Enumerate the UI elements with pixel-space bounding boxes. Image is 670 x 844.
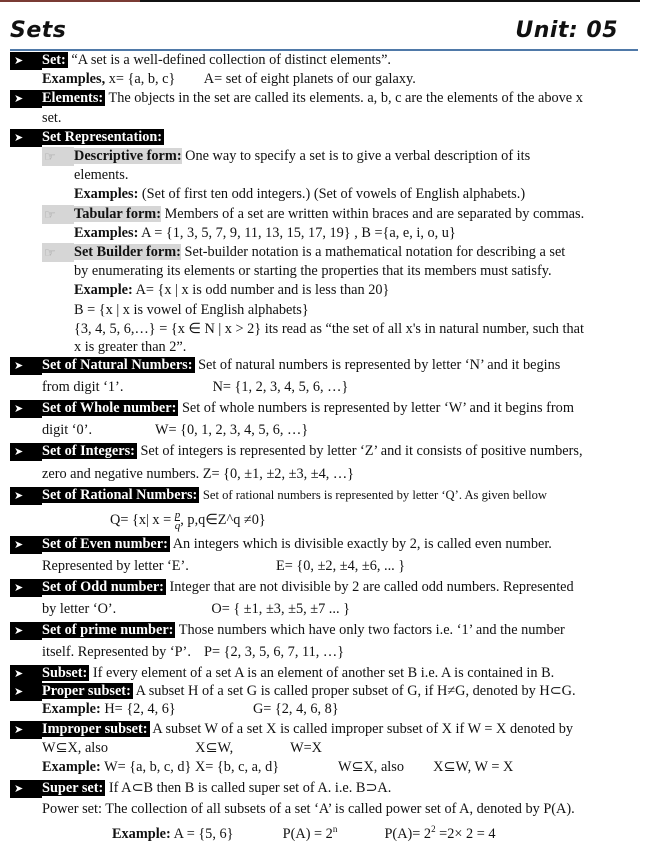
even-line2 (0, 554, 640, 578)
power-ex1: A = {5, 6} (173, 826, 234, 843)
improper-l2a: W⊆X, also (42, 739, 108, 756)
prime-line2 (0, 640, 640, 664)
fraction-denominator: q (174, 520, 181, 533)
arrow-bullet-icon: ➤ (10, 400, 42, 418)
proper-subset-text: A subset H of a set G is called proper subset of G, if H≠G, denoted by H⊂G. (135, 683, 576, 700)
builder-ex-label: Example: (74, 282, 133, 299)
prime-text-cont: itself. Represented by ‘P’. (42, 644, 191, 661)
even-label: Set of Even number: (42, 535, 168, 552)
representation-label: Set Representation: (42, 128, 163, 145)
item-odd (0, 578, 640, 597)
improper-ex-label: Example: (42, 759, 101, 776)
arrow-bullet-icon: ➤ (10, 443, 42, 461)
power-ex3-exp: 2 (431, 824, 436, 835)
item-natural (0, 356, 640, 375)
page-title: Sets (10, 18, 67, 43)
superset-text: If A⊂B then B is called super set of A. i.e. B⊃A. (108, 780, 392, 797)
prime-text: Those numbers which have only two factors i.e. ‘1’ and the number (178, 622, 565, 639)
elements-text: The objects in the set are called its elements. a, b, c are the elements of the above x (108, 90, 583, 107)
improper-ex3: X⊆W, W = X (433, 759, 514, 776)
natural-line2 (0, 375, 640, 399)
rational-label: Set of Rational Numbers: (42, 486, 198, 503)
set-label: Set: (42, 52, 66, 68)
power-ex2 (283, 826, 338, 842)
whole-label: Set of Whole number: (42, 400, 177, 417)
tabular-form (0, 205, 640, 224)
power-ex3 (384, 826, 495, 842)
power-ex-label: Example: (112, 826, 171, 843)
builder-label: Set Builder form: (74, 244, 181, 261)
proper-ex2: G= {2, 4, 6, 8} (252, 701, 339, 718)
top-border-accent (0, 0, 140, 2)
improper-ex2: W⊆X, also (338, 759, 404, 776)
builder-example-4: x is greater than 2”. (74, 339, 187, 356)
builder-text: Set-builder notation is a mathematical notation for describing a set (184, 244, 566, 261)
even-text-cont: Represented by letter ‘E’. (42, 558, 189, 575)
item-prime (0, 621, 640, 640)
arrow-bullet-icon: ➤ (10, 683, 42, 701)
rational-set-pre: Q= {x| x = (110, 511, 172, 528)
power-ex3-base: P(A)= 2 (384, 826, 432, 843)
improper-subset-text: A subset W of a set X is called improper subset of X if W = X denoted by (152, 720, 574, 737)
natural-text: Set of natural numbers is represented by letter ‘N’ and it begins (198, 357, 561, 374)
tabular-ex: A = {1, 3, 5, 7, 9, 11, 13, 15, 17, 19} , B ={a, e, i, o, u} (141, 224, 456, 241)
unit-label: Unit: 05 (515, 18, 618, 43)
proper-subset-label: Proper subset: (42, 683, 131, 700)
arrow-bullet-icon: ➤ (10, 780, 42, 798)
item-set (0, 51, 640, 70)
proper-subset-example (0, 700, 640, 719)
item-superset (0, 779, 640, 798)
improper-l2c: W=X (290, 739, 322, 756)
set-ex1: x= {a, b, c} (108, 71, 176, 88)
descriptive-text-cont: elements. (74, 167, 129, 184)
whole-set: W= {0, 1, 2, 3, 4, 5, 6, …} (154, 422, 309, 439)
natural-text-cont: from digit ‘1’. (42, 379, 124, 396)
odd-text-cont: by letter ‘O’. (42, 601, 117, 618)
tabular-examples (0, 224, 640, 243)
subset-text: If every element of a set A is an element of another set B i.e. A is contained in B. (92, 665, 555, 682)
odd-line2 (0, 597, 640, 621)
odd-set: O= { ±1, ±3, ±5, ±7 ... } (211, 601, 350, 618)
arrow-bullet-icon: ➤ (10, 721, 42, 739)
arrow-bullet-icon: ➤ (10, 487, 42, 505)
arrow-bullet-icon: ➤ (10, 622, 42, 640)
arrow-bullet-icon: ➤ (10, 90, 42, 108)
item-even (0, 535, 640, 554)
power-set: Power set: The collection of all subsets of a set ‘A’ is called power set of A, denoted by P(A). (42, 801, 575, 818)
prime-set: P= {2, 3, 5, 6, 7, 11, …} (204, 644, 345, 661)
item-subset (0, 664, 640, 682)
set-ex2: A= set of eight planets of our galaxy. (203, 71, 416, 88)
tabular-label: Tabular form: (74, 205, 161, 222)
item-elements (0, 89, 640, 108)
improper-ex1: W= {a, b, c, d} X= {b, c, a, d} (104, 759, 280, 776)
builder-text-cont: by enumerating its elements or starting the properties that its members must satisfy. (74, 263, 552, 280)
fraction-numerator: p (174, 509, 181, 522)
improper-subset-label: Improper subset: (42, 720, 148, 737)
builder-example-2: B = {x | x is vowel of English alphabets} (74, 301, 309, 318)
rational-set-post: , p,q∈Z^q ≠0} (180, 511, 266, 528)
pointing-hand-icon: ☞ (44, 245, 56, 261)
pointing-hand-icon: ☞ (44, 149, 56, 165)
power-set-example (0, 820, 640, 844)
improper-l2b: X⊆W, (195, 739, 234, 756)
descriptive-form (0, 147, 640, 166)
set-examples (0, 70, 640, 89)
tabular-ex-label: Examples: (74, 224, 139, 241)
descriptive-ex: (Set of first ten odd integers.) (Set of vowels of English alphabets.) (141, 186, 526, 203)
odd-text: Integer that are not divisible by 2 are called odd numbers. Represented (169, 579, 574, 596)
improper-line2 (0, 739, 640, 758)
builder-example-1 (0, 281, 640, 300)
item-proper-subset (0, 682, 640, 700)
page-header (10, 18, 618, 44)
natural-label: Set of Natural Numbers: (42, 357, 193, 374)
pointing-hand-icon: ☞ (44, 206, 56, 222)
arrow-bullet-icon: ➤ (10, 52, 42, 70)
rational-set (0, 505, 640, 535)
item-representation (0, 128, 640, 147)
builder-ex1: A= {x | x is odd number and is less than 20} (135, 282, 390, 299)
builder-example-3: {3, 4, 5, 6,…} = {x ∈ N | x > 2} its read as “the set of all x's in natural number, such that (74, 320, 584, 337)
arrow-bullet-icon: ➤ (10, 665, 42, 683)
subset-label: Subset: (42, 665, 88, 682)
rational-text: Set of rational numbers is represented by letter ‘Q’. As given bellow (202, 487, 547, 502)
whole-text: Set of whole numbers is represented by letter ‘W’ and it begins from (181, 400, 574, 417)
tabular-text: Members of a set are written within braces and are separated by commas. (164, 205, 585, 222)
item-improper-subset (0, 720, 640, 739)
document-body (0, 51, 640, 844)
item-whole (0, 399, 640, 418)
power-ex2-exp: n (332, 824, 338, 835)
improper-example (0, 758, 640, 777)
prime-label: Set of prime number: (42, 622, 174, 639)
descriptive-examples (0, 185, 640, 204)
item-rational (0, 486, 640, 505)
even-text: An integers which is divisible exactly by 2, is called even number. (172, 535, 552, 552)
integers-text: Set of integers is represented by letter ‘Z’ and it consists of positive numbers, (140, 443, 583, 460)
elements-label: Elements: (42, 90, 104, 107)
descriptive-text: One way to specify a set is to give a verbal description of its (185, 148, 531, 165)
whole-text-cont: digit ‘0’. (42, 422, 93, 439)
integers-label: Set of Integers: (42, 443, 135, 460)
proper-ex-label: Example: (42, 701, 101, 718)
elements-text-cont: set. (42, 109, 62, 126)
whole-line2 (0, 418, 640, 442)
arrow-bullet-icon: ➤ (10, 579, 42, 597)
odd-label: Set of Odd number: (42, 579, 164, 596)
top-border (0, 0, 640, 2)
even-set: E= {0, ±2, ±4, ±6, ... } (276, 558, 406, 575)
proper-ex1: H= {2, 4, 6} (104, 701, 176, 718)
descriptive-label: Descriptive form: (74, 148, 182, 165)
set-text: “A set is a well-defined collection of distinct elements”. (71, 52, 391, 68)
arrow-bullet-icon: ➤ (10, 129, 42, 147)
item-integers (0, 442, 640, 461)
natural-set: N= {1, 2, 3, 4, 5, 6, …} (212, 379, 349, 396)
power-ex3-rest: =2× 2 = 4 (435, 826, 496, 843)
superset-label: Super set: (42, 780, 104, 797)
integers-text-cont: zero and negative numbers. Z= {0, ±1, ±2, ±3, ±4, …} (42, 465, 355, 482)
set-ex-label: Examples, (42, 71, 106, 88)
power-ex2-base: P(A) = 2 (282, 826, 333, 843)
arrow-bullet-icon: ➤ (10, 536, 42, 554)
arrow-bullet-icon: ➤ (10, 357, 42, 375)
descriptive-ex-label: Examples: (74, 186, 139, 203)
builder-form (0, 243, 640, 262)
